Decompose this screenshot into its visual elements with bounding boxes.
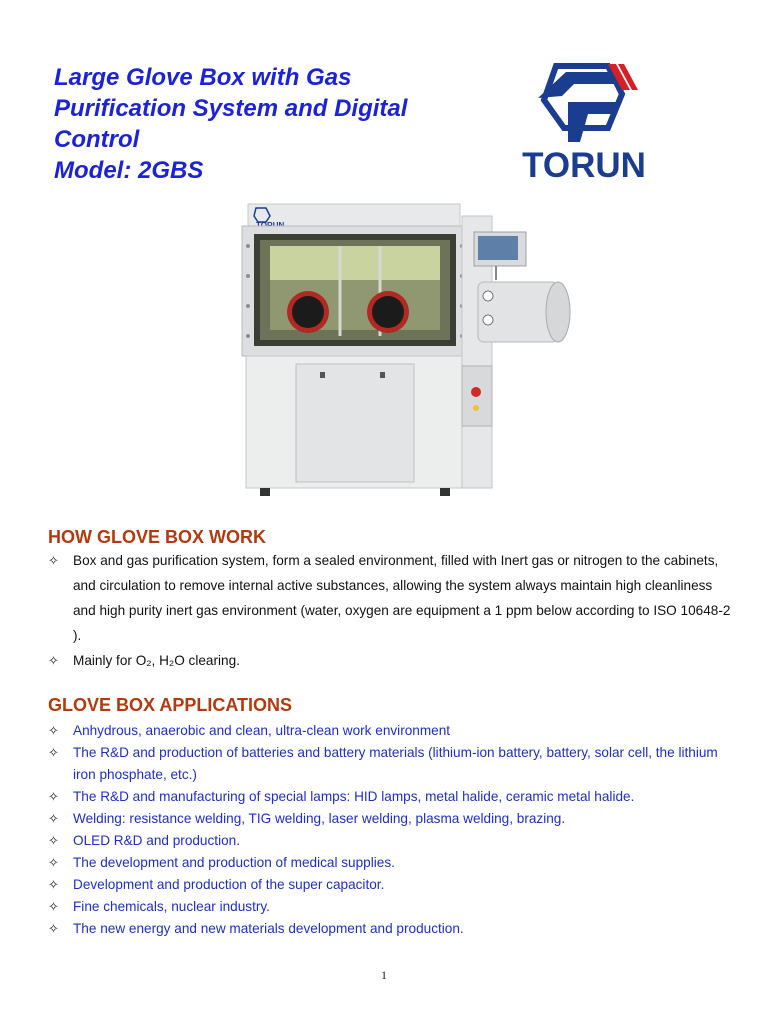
- torun-logo-icon: [504, 60, 664, 150]
- list-item: ✧ The R&D and manufacturing of special lamps: HID lamps, metal halide, ceramic metal halide.: [48, 786, 738, 808]
- title-line: Purification System and Digital: [54, 95, 408, 122]
- four-point-star-outline-icon: ✧: [48, 833, 59, 848]
- four-point-star-outline-icon: ✧: [48, 789, 59, 804]
- list-item: ✧ The R&D and production of batteries and battery materials (lithium-ion battery, battery, solar cell, the lithium iron phosphate, etc.): [48, 742, 738, 786]
- four-point-star-outline-icon: ✧: [48, 553, 59, 568]
- four-point-star-outline-icon: ✧: [48, 855, 59, 870]
- model-line: Model: 2GBS: [54, 157, 204, 184]
- list-item: ✧ Anhydrous, anaerobic and clean, ultra-clean work environment: [48, 720, 738, 742]
- four-point-star-outline-icon: ✧: [48, 921, 59, 936]
- section-heading-applications: GLOVE BOX APPLICATIONS: [48, 695, 293, 715]
- list-item: ✧ Development and production of the super capacitor.: [48, 874, 738, 896]
- four-point-star-outline-icon: ✧: [48, 899, 59, 914]
- list-item: ✧ OLED R&D and production.: [48, 830, 738, 852]
- list-item: ✧ Mainly for O₂, H₂O clearing.: [48, 648, 738, 673]
- glove-box-photo: [230, 196, 590, 504]
- torun-logo: [504, 60, 664, 186]
- applications-list: [48, 720, 738, 940]
- list-item: ✧ The new energy and new materials development and production.: [48, 918, 738, 940]
- section-heading-how-it-works: HOW GLOVE BOX WORK: [48, 527, 266, 547]
- list-item: ✧ Welding: resistance welding, TIG welding, laser welding, plasma welding, brazing.: [48, 808, 738, 830]
- four-point-star-outline-icon: ✧: [48, 745, 59, 760]
- four-point-star-outline-icon: ✧: [48, 811, 59, 826]
- title-line: Control: [54, 126, 140, 153]
- page-number: 1: [381, 968, 387, 982]
- list-item: ✧ Fine chemicals, nuclear industry.: [48, 896, 738, 918]
- document-title: [54, 62, 494, 186]
- four-point-star-outline-icon: ✧: [48, 877, 59, 892]
- title-line: Large Glove Box with Gas: [54, 64, 352, 91]
- four-point-star-outline-icon: ✧: [48, 653, 59, 668]
- how-it-works-list: [48, 548, 738, 673]
- list-item: ✧ Box and gas purification system, form a sealed environment, filled with Inert gas or nitrogen to the cabinets, and circulation to remove internal active substances, allowing the system always maintain high cleanliness and high purity inert gas environment (water, oxygen are equipment a 1 ppm below according to ISO 10648-2 ).: [48, 548, 738, 648]
- list-item: ✧ The development and production of medical supplies.: [48, 852, 738, 874]
- logo-wordmark: TORUN: [522, 146, 646, 185]
- four-point-star-outline-icon: ✧: [48, 723, 59, 738]
